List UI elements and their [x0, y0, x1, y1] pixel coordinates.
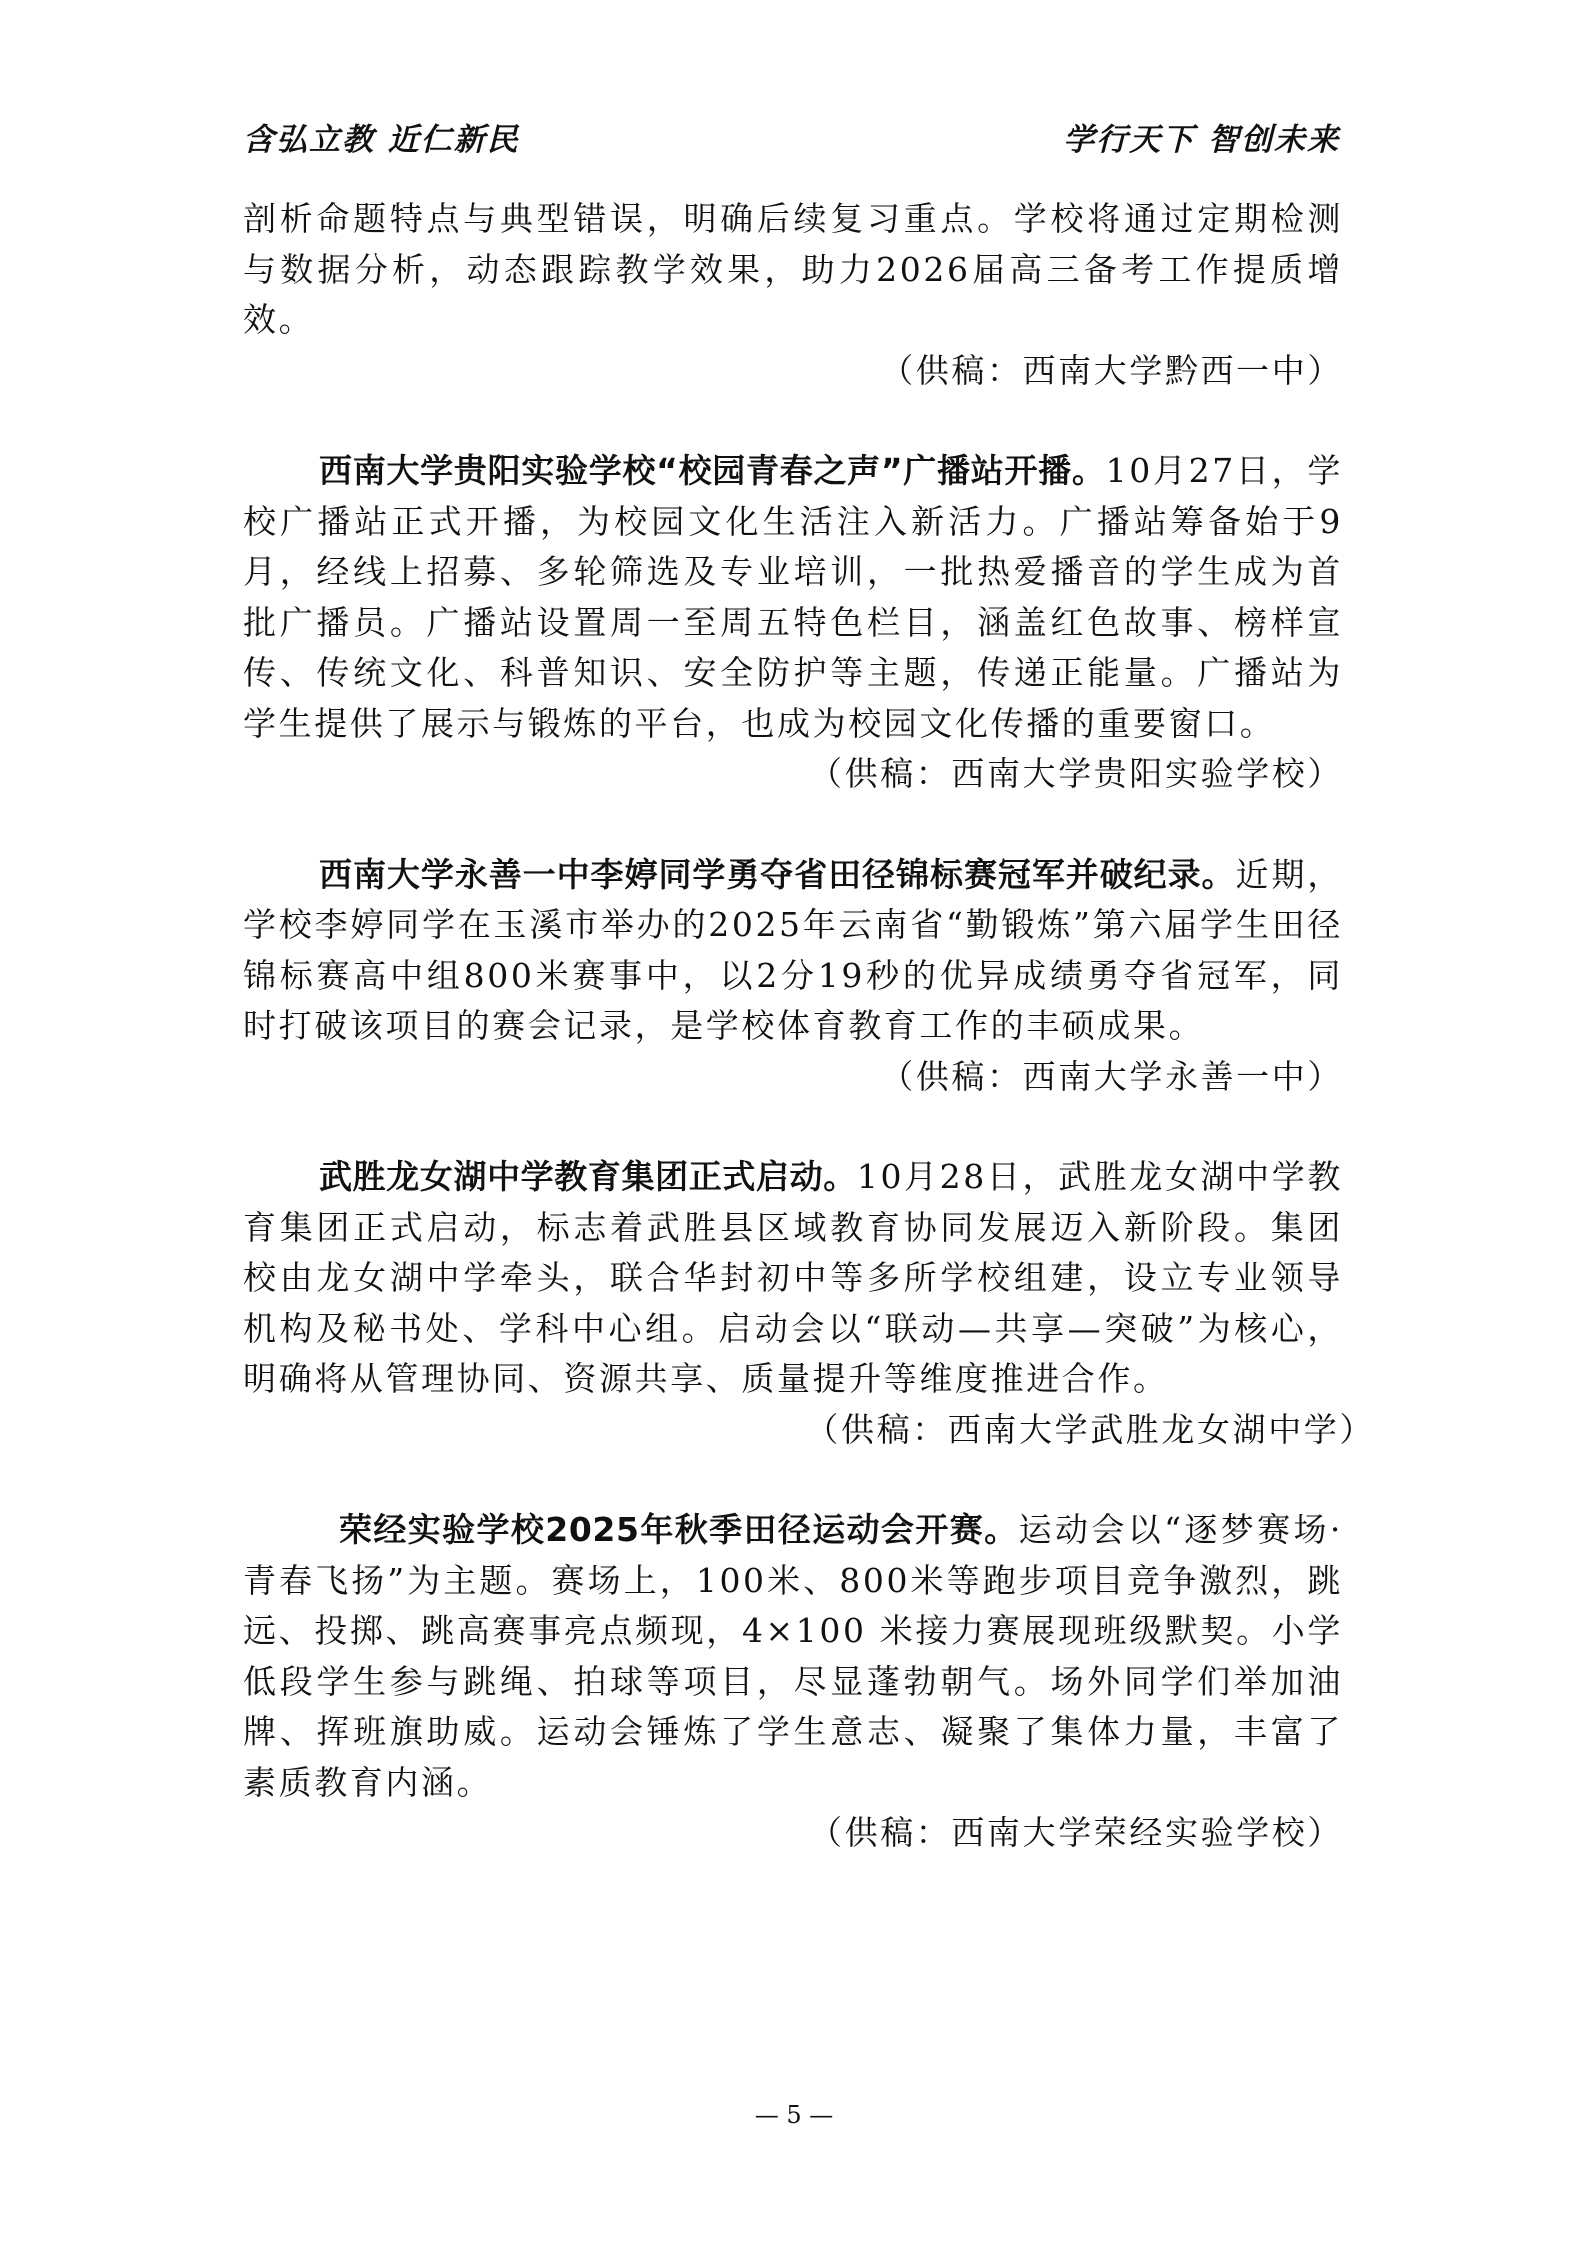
article-body: 运动会以“逐梦赛场·青春飞扬”为主题。赛场上，100米、800米等跑步项目竞争激烈，跳远、投掷、跳高赛事亮点频现，4×100 米接力赛展现班级默契。小学低段学生参与跳绳、拍球等项目，尽显蓬勃朝气。场外同学们举加油牌、挥班旗助威。运动会锤炼了学生意志、凝聚了集体力量，丰富了素质教育内涵。	[243, 1510, 1343, 1802]
article-body: 近期，学校李婷同学在玉溪市举办的2025年云南省“勤锻炼”第六届学生田径锦标赛高中组800米赛事中，以2分19秒的优异成绩勇夺省冠军，同时打破该项目的赛会记录，是学校体育教育工作的丰硕成果。	[243, 854, 1343, 1045]
article-title: 武胜龙女湖中学教育集团正式启动。	[319, 1157, 857, 1196]
article-paragraph-5	[243, 1505, 1343, 1808]
header-motto-right: 学行天下 智创未来	[1063, 122, 1340, 158]
header-motto-left: 含弘立教 近仁新民	[243, 122, 520, 158]
article-title: 西南大学永善一中李婷同学勇夺省田径锦标赛冠军并破纪录。	[319, 854, 1236, 894]
article-source-2: （供稿：西南大学贵阳实验学校）	[809, 754, 1343, 793]
article-body: 10月27日，学校广播站正式开播，为校园文化生活注入新活力。广播站筹备始于9月，经线上招募、多轮筛选及专业培训，一批热爱播音的学生成为首批广播员。广播站设置周一至周五特色栏目，涵盖红色故事、榜样宣传、传统文化、科普知识、安全防护等主题，传递正能量。广播站为学生提供了展示与锻炼的平台，也成为校园文化传播的重要窗口。	[243, 451, 1343, 743]
article-source-5: （供稿：西南大学荣经实验学校）	[809, 1813, 1343, 1852]
article-paragraph-2	[243, 446, 1343, 749]
article-source-1: （供稿：西南大学黔西一中）	[880, 350, 1343, 390]
article-source-4: （供稿：西南大学武胜龙女湖中学）	[805, 1409, 1375, 1449]
article-body: 10月28日，武胜龙女湖中学教育集团正式启动，标志着武胜县区域教育协同发展迈入新阶段。集团校由龙女湖中学牵头，联合华封初中等多所学校组建，设立专业领导机构及秘书处、学科中心组。启动会以“联动—共享—突破”为核心，明确将从管理协同、资源共享、质量提升等维度推进合作。	[243, 1157, 1344, 1398]
article-paragraph-3	[243, 850, 1343, 1052]
article-body: 剖析命题特点与典型错误，明确后续复习重点。学校将通过定期检测与数据分析，动态跟踪教学效果，助力2026届高三备考工作提质增效。	[243, 199, 1343, 339]
article-paragraph-4	[243, 1152, 1343, 1405]
page-number: — 5 —	[754, 2101, 834, 2129]
document-body	[243, 194, 1375, 1859]
article-paragraph-1	[243, 194, 1343, 346]
article-source-3: （供稿：西南大学永善一中）	[880, 1056, 1343, 1096]
article-title: 荣经实验学校2025年秋季田径运动会开赛。	[339, 1510, 1019, 1549]
article-title: 西南大学贵阳实验学校“校园青春之声”广播站开播。	[319, 451, 1106, 490]
